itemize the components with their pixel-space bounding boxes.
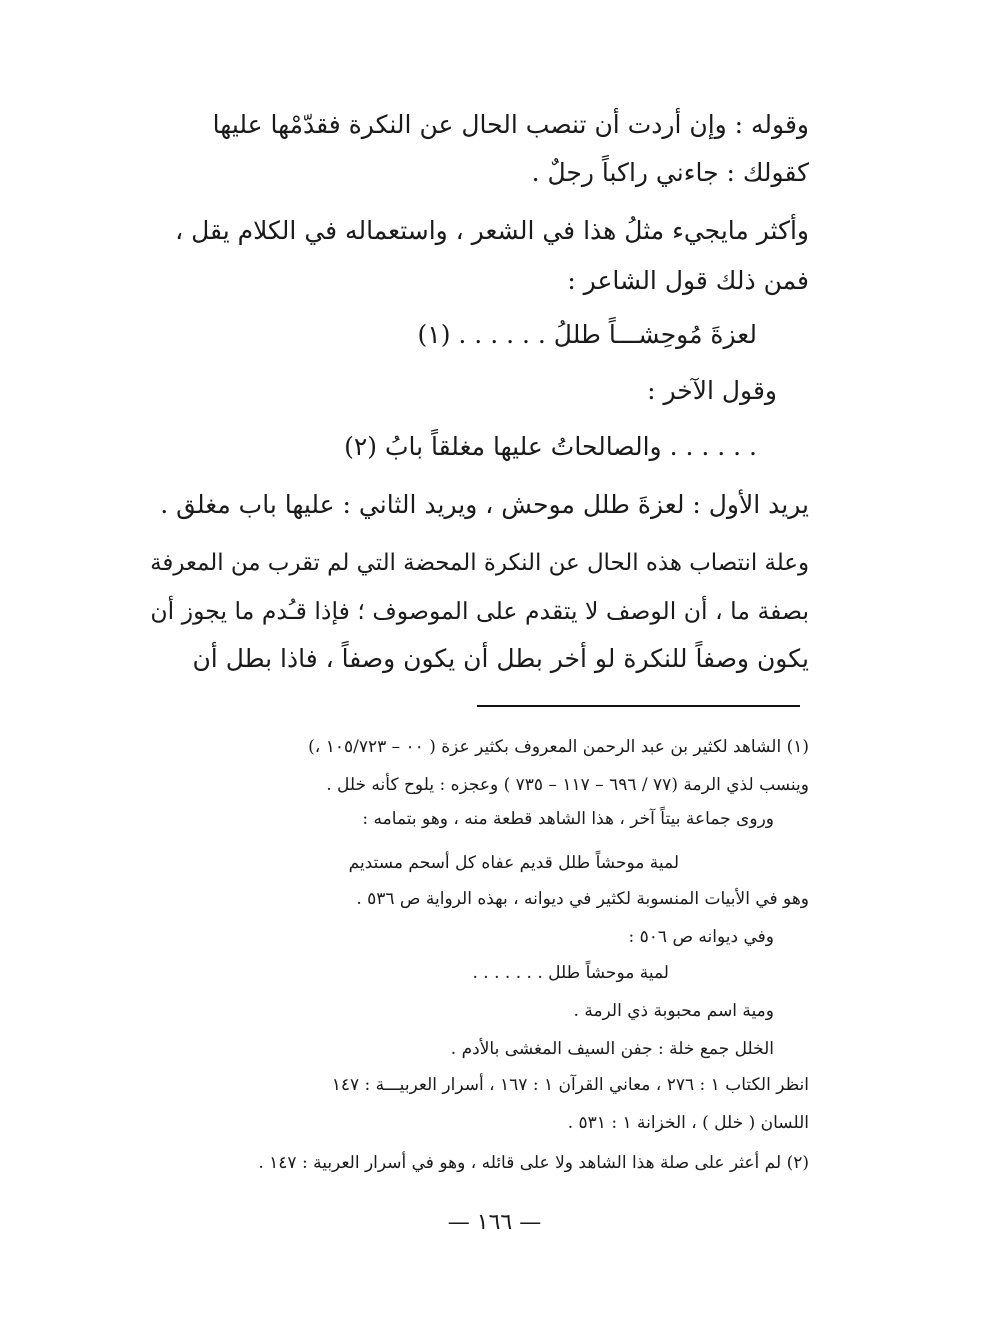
footnote-line-5: وفي ديوانه ص ٥٠٦ : (628, 927, 774, 947)
body-line-1: وقوله : وإن أردت أن تنصب الحال عن النكرة فقدّمْها عليها (212, 110, 809, 139)
page-number: — ١٦٦ — (447, 1210, 542, 1235)
verse-2: . . . . . . والصالحاتُ عليها مغلقاً بابُ (٢) (344, 432, 757, 461)
body-line-8: يكون وصفاً للنكرة لو أخر بطل أن يكون وصفاً ، فاذا بطل أن (192, 644, 809, 673)
footnote-line-3: وروى جماعة بيتاً آخر ، هذا الشاهد قطعة منه ، وهو بتمامه : (362, 809, 774, 829)
body-line-4: فمن ذلك قول الشاعر : (567, 266, 809, 295)
footnote-line-6: ومية اسم محبوبة ذي الرمة . (573, 1001, 774, 1021)
footnote-line-1: (١) الشاهد لكثير بن عبد الرحمن المعروف بكثير عزة ( ٠٠ – ١٠٥/٧٢٣ ،) (308, 737, 809, 757)
body-line-3: وأكثر مايجيء مثلُ هذا في الشعر ، واستعماله في الكلام يقل ، (175, 216, 809, 245)
body-line-other: وقول الآخر : (647, 376, 777, 405)
footnote-line-10: (٢) لم أعثر على صلة هذا الشاهد ولا على قائله ، وهو في أسرار العربية : ١٤٧ . (258, 1153, 809, 1173)
footnote-line-8: انظر الكتاب ١ : ٢٧٦ ، معاني القرآن ١ : ١٦٧ ، أسرار العربيـــة : ١٤٧ (331, 1075, 809, 1095)
body-line-7: بصفة ما ، أن الوصف لا يتقدم على الموصوف ؛ فإذا قـُدم ما يجوز أن (150, 597, 809, 625)
footnote-rule (477, 705, 800, 707)
footnote-verse-1: لمية موحشاً طلل قديم عفاه كل أسحم مستديم (348, 853, 679, 873)
body-line-6: وعلة انتصاب هذه الحال عن النكرة المحضة التي لم تقرب من المعرفة (150, 550, 809, 576)
footnote-verse-2: لمية موحشاً طلل . . . . . . . (472, 963, 669, 983)
footnote-line-7: الخلل جمع خلة : جفن السيف المغشى بالأدم . (450, 1039, 774, 1059)
footnote-line-4: وهو في الأبيات المنسوبة لكثير في ديوانه ، بهذه الرواية ص ٥٣٦ . (356, 889, 809, 909)
body-line-2: كقولك : جاءني راكباً رجلٌ . (531, 158, 809, 187)
footnote-line-9: اللسان ( خلل ) ، الخزانة ١ : ٥٣١ . (567, 1113, 809, 1133)
verse-1: لعزةَ مُوحِشـــاً طللُ . . . . . . (١) (417, 320, 757, 349)
footnote-line-2: وينسب لذي الرمة (٧٧ / ٦٩٦ – ١١٧ – ٧٣٥ ) وعجزه : يلوح كأنه خلل . (326, 775, 809, 795)
body-line-5: يريد الأول : لعزةَ طلل موحش ، ويريد الثاني : عليها باب مغلق . (160, 490, 809, 519)
